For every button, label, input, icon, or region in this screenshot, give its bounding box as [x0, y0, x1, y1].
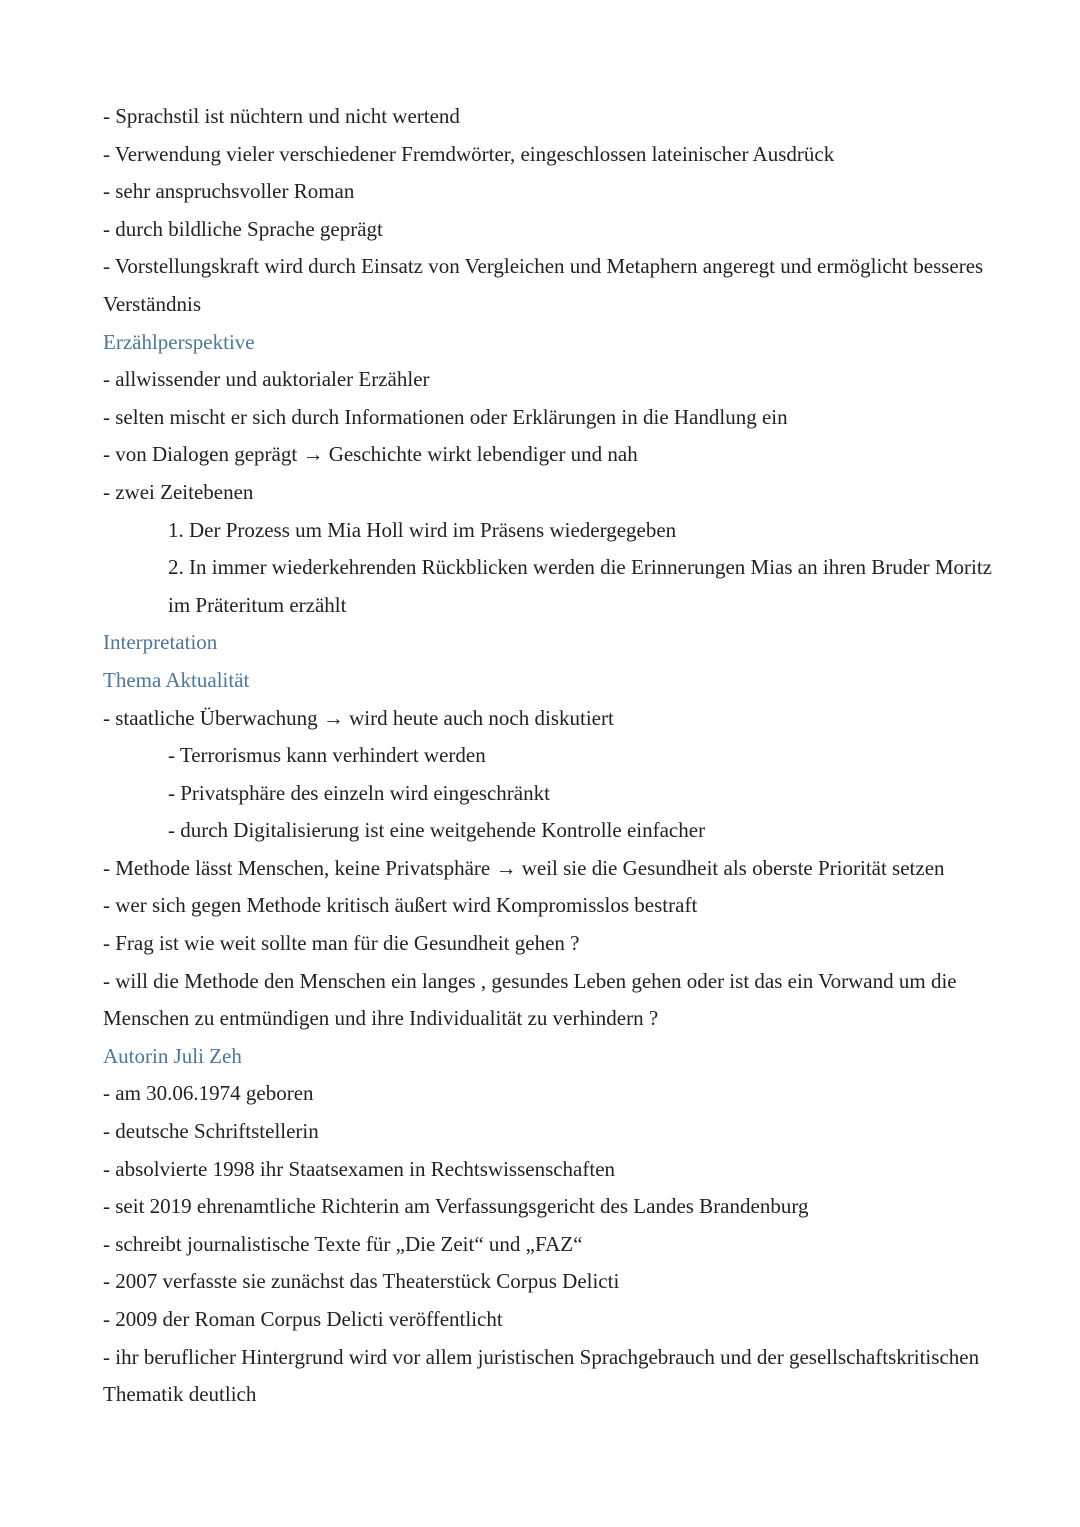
heading-erzaehlperspektive: Erzählperspektive [103, 329, 255, 354]
numbered-item: 2. In immer wiederkehrenden Rückblicken werden die Erinnerungen Mias an ihren Bruder Moritz im Präteritum erzählt [168, 555, 998, 617]
text-line: - Methode lässt Menschen, keine Privatsphäre → weil sie die Gesundheit als oberste Priorität setzen [103, 855, 945, 880]
text-line: - absolvierte 1998 ihr Staatsexamen in Rechtswissenschaften [103, 1156, 616, 1181]
text-line: - durch bildliche Sprache geprägt [103, 216, 383, 241]
text-line: - schreibt journalistische Texte für „Die Zeit“ und „FAZ“ [103, 1231, 583, 1256]
text-line: - deutsche Schriftstellerin [103, 1119, 319, 1144]
text-line: - von Dialogen geprägt → Geschichte wirkt lebendiger und nah [103, 442, 638, 467]
heading-autorin: Autorin Juli Zeh [103, 1043, 242, 1068]
subheading-thema-aktualitaet: Thema Aktualität [103, 667, 250, 692]
text-line: - seit 2019 ehrenamtliche Richterin am Verfassungsgericht des Landes Brandenburg [103, 1194, 809, 1219]
text-line: - Vorstellungskraft wird durch Einsatz von Vergleichen und Metaphern angeregt und ermöglicht besseres Verständnis [103, 254, 989, 316]
text-line: - sehr anspruchsvoller Roman [103, 179, 355, 204]
heading-interpretation: Interpretation [103, 630, 218, 655]
text-line: - Verwendung vieler verschiedener Fremdwörter, eingeschlossen lateinischer Ausdrück [103, 141, 835, 166]
text-line: - 2009 der Roman Corpus Delicti veröffentlicht [103, 1307, 503, 1331]
text-line: - am 30.06.1974 geboren [103, 1081, 314, 1106]
text-line: - selten mischt er sich durch Informationen oder Erklärungen in die Handlung ein [103, 404, 788, 429]
document-body [103, 98, 998, 1414]
numbered-item: 1. Der Prozess um Mia Holl wird im Präsens wiedergegeben [168, 517, 677, 542]
text-line: - wer sich gegen Methode kritisch äußert wird Kompromisslos bestraft [103, 893, 698, 918]
text-line: - Sprachstil ist nüchtern und nicht wertend [103, 104, 460, 128]
text-line: - will die Methode den Menschen ein langes , gesundes Leben gehen oder ist das ein Vorwand um die Menschen zu entmündigen und ihre Individualität zu verhindern ? [103, 968, 962, 1031]
text-line: - staatliche Überwachung → wird heute auch noch diskutiert [103, 705, 614, 730]
sub-item: - Privatsphäre des einzeln wird eingeschränkt [168, 780, 550, 805]
text-line: - ihr beruflicher Hintergrund wird vor allem juristischen Sprachgebrauch und der gesellschaftskritischen Thematik deutlich [103, 1344, 984, 1407]
text-line: - 2007 verfasste sie zunächst das Theaterstück Corpus Delicti [103, 1269, 620, 1294]
text-line: - Frag ist wie weit sollte man für die Gesundheit gehen ? [103, 931, 580, 956]
sub-item: - Terrorismus kann verhindert werden [168, 743, 486, 768]
text-line: - allwissender und auktorialer Erzähler [103, 367, 430, 392]
sub-item: - durch Digitalisierung ist eine weitgehende Kontrolle einfacher [168, 818, 706, 843]
text-line: - zwei Zeitebenen [103, 479, 254, 504]
